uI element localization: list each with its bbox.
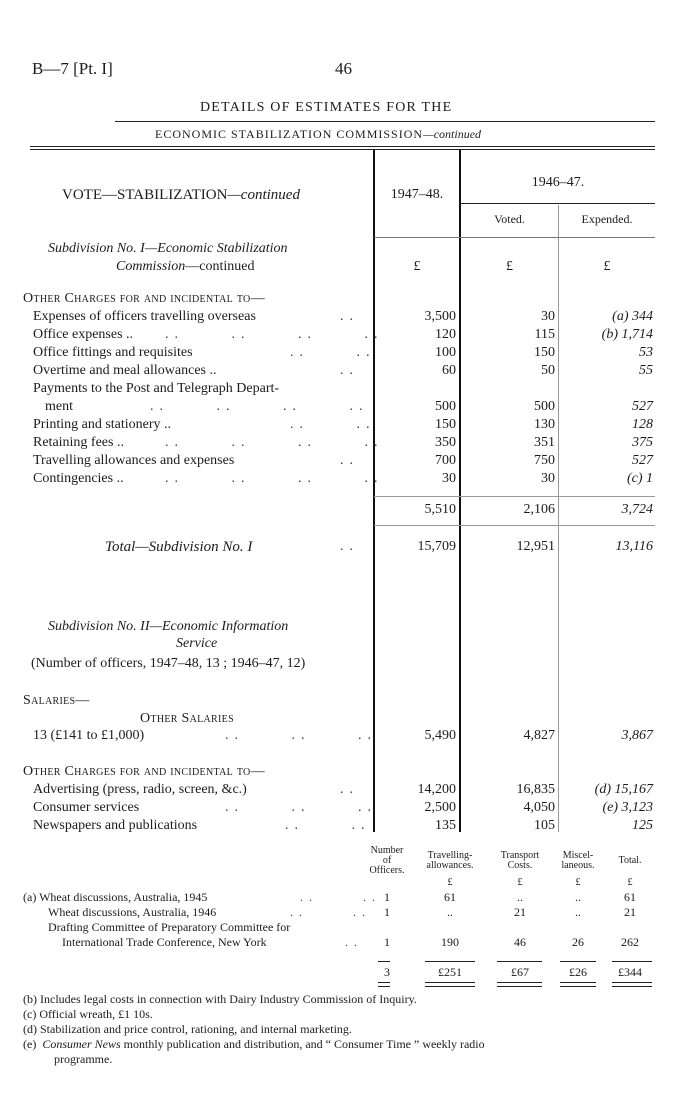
amount-1947: 100 — [435, 345, 456, 360]
amount-1947: 30 — [442, 471, 456, 486]
title-rule — [115, 121, 655, 122]
leader-dots: .. .. .. .. — [150, 399, 369, 414]
leader-dots: .. .. — [290, 345, 376, 360]
ft-row-label: (a) Wheat discussions, Australia, 1945 — [23, 890, 208, 904]
ft-double-rule — [612, 982, 652, 987]
leader-dots: .. .. .. .. — [165, 471, 384, 486]
subtitle-rule-2 — [30, 149, 655, 150]
amount-expended: (b) 1,714 — [601, 327, 653, 342]
ft-officers: 1 — [384, 905, 390, 919]
ft-total-officers: 3 — [384, 965, 390, 979]
page-title: DETAILS OF ESTIMATES FOR THE — [200, 100, 453, 115]
ft-double-rule — [497, 982, 542, 987]
amount-1947: 120 — [435, 327, 456, 342]
salary-row-label: 13 (£141 to £1,000) — [33, 728, 145, 743]
ft-double-rule — [425, 982, 475, 987]
page-subtitle: ECONOMIC STABILIZATION COMMISSION—continued — [155, 127, 482, 141]
amount-expended: (a) 344 — [612, 309, 653, 324]
amount-voted: 30 — [541, 471, 555, 486]
amount-expended: 375 — [632, 435, 653, 450]
subtotal-rule — [374, 496, 655, 497]
ft-double-rule — [378, 982, 390, 987]
leader-dots: .. — [340, 363, 359, 378]
line-item-label: Newspapers and publications — [33, 818, 198, 833]
amount-voted: 115 — [534, 327, 555, 342]
salary-1947: 5,490 — [424, 728, 456, 743]
ft-total: 262 — [621, 935, 639, 949]
amount-expended: 527 — [632, 399, 653, 414]
ft-currency-transport: £ — [517, 877, 523, 888]
ft-header-transport: Transport Costs. — [500, 850, 540, 871]
leader-dots: .. — [345, 935, 363, 949]
line-item-label: Office expenses .. — [33, 327, 134, 342]
ft-travelling: 190 — [441, 935, 459, 949]
ft-rule — [612, 961, 652, 962]
amount-1947: 500 — [435, 399, 456, 414]
line-item-label: Consumer services — [33, 800, 140, 815]
leader-dots: .. .. .. — [225, 800, 377, 815]
ft-double-rule — [560, 982, 596, 987]
line-item-label: Office fittings and requisites — [33, 345, 193, 360]
total-subdivision-label: Total—Subdivision No. I — [105, 539, 253, 555]
col-header-1946: 1946–47. — [531, 175, 585, 190]
leader-dots: .. — [340, 309, 359, 324]
ft-rule — [378, 961, 390, 962]
currency-voted: £ — [506, 259, 513, 274]
amount-1947: 3,500 — [424, 309, 456, 324]
leader-dots: .. .. — [300, 890, 381, 904]
leader-dots: .. .. .. — [225, 728, 377, 743]
ft-officers: 1 — [384, 890, 390, 904]
footnote-d: (d) Stabilization and price control, rationing, and internal marketing. — [23, 1022, 352, 1036]
footnote-b: (b) Includes legal costs in connection with Dairy Industry Commission of Inquiry. — [23, 992, 417, 1006]
ft-rule — [497, 961, 542, 962]
line-item-label: Travelling allowances and expenses — [33, 453, 235, 468]
salaries-heading: Salaries— — [23, 693, 90, 708]
ft-total: 21 — [624, 905, 636, 919]
currency-1947: £ — [413, 259, 421, 274]
ft-total-misc: £26 — [569, 965, 587, 979]
subtotal-1947: 5,510 — [424, 502, 456, 517]
amount-expended: 53 — [639, 345, 653, 360]
footnote-e: (e) Consumer News monthly publication and distribution, and “ Consumer Time ” weekly radio — [23, 1037, 485, 1051]
amount-voted: 16,835 — [516, 782, 555, 797]
ft-total-transport: £67 — [511, 965, 529, 979]
leader-dots: .. — [340, 453, 359, 468]
ft-header-total: Total. — [618, 855, 642, 866]
amount-voted: 105 — [534, 818, 555, 833]
amount-voted: 750 — [534, 453, 555, 468]
amount-voted: 30 — [541, 309, 555, 324]
total-1947: 15,709 — [417, 539, 456, 554]
ft-misc: .. — [575, 890, 581, 904]
ft-row-label: Drafting Committee of Preparatory Committee for — [48, 920, 291, 934]
col-header-voted: Voted. — [494, 212, 525, 226]
line-item-label: Advertising (press, radio, screen, &c.) — [33, 782, 247, 797]
amount-expended: 125 — [632, 818, 653, 833]
ft-rule — [425, 961, 475, 962]
ft-officers: 1 — [384, 935, 390, 949]
subtotal-expended: 3,724 — [621, 502, 653, 517]
line-item-label: ment — [45, 399, 73, 414]
amount-voted: 130 — [534, 417, 555, 432]
year-header-rule — [460, 203, 655, 204]
ft-transport: 21 — [514, 905, 526, 919]
amount-expended: (e) 3,123 — [602, 800, 653, 815]
line-item-label: Payments to the Post and Telegraph Depart- — [33, 381, 280, 396]
salary-expended: 3,867 — [621, 728, 653, 743]
amount-expended: 55 — [639, 363, 653, 378]
col-header-expended: Expended. — [581, 212, 633, 226]
amount-expended: 128 — [632, 417, 653, 432]
total-rule — [374, 525, 655, 526]
amount-1947: 14,200 — [417, 782, 456, 797]
total-expended: 13,116 — [615, 539, 653, 554]
leader-dots: .. .. — [285, 818, 371, 833]
amount-1947: 150 — [435, 417, 456, 432]
subdiv1-heading-line1: Subdivision No. I—Economic Stabilization — [48, 241, 288, 256]
footnote-e-line2: programme. — [54, 1052, 113, 1066]
amount-1947: 2,500 — [424, 800, 456, 815]
ft-transport: .. — [517, 890, 523, 904]
col-header-1947: 1947–48. — [390, 187, 444, 202]
amount-expended: 527 — [632, 453, 653, 468]
amount-voted: 50 — [541, 363, 555, 378]
line-item-label: Contingencies .. — [33, 471, 124, 486]
line-item-label: Expenses of officers travelling overseas — [33, 309, 256, 324]
ft-header-officers: Number of Officers. — [369, 845, 405, 876]
amount-voted: 4,050 — [523, 800, 555, 815]
salary-voted: 4,827 — [523, 728, 555, 743]
subdiv1-heading-line2: Commission—continued — [116, 259, 255, 274]
amount-1947: 700 — [435, 453, 456, 468]
subtitle-rule-1 — [30, 146, 655, 147]
subtotal-voted: 2,106 — [523, 502, 555, 517]
leader-dots: .. — [340, 539, 359, 554]
ft-misc: .. — [575, 905, 581, 919]
other-charges-heading: Other Charges for and incidental to— — [23, 291, 265, 306]
currency-expended: £ — [603, 259, 611, 274]
document-reference: B—7 [Pt. I] — [32, 59, 113, 78]
subdiv2-heading-line1: Subdivision No. II—Economic Information — [48, 619, 289, 634]
amount-1947: 135 — [435, 818, 456, 833]
ft-row-label: International Trade Conference, New York — [62, 935, 267, 949]
ft-header-travelling: Travelling- allowances. — [426, 850, 474, 871]
amount-voted: 500 — [534, 399, 555, 414]
footnote-c: (c) Official wreath, £1 10s. — [23, 1007, 153, 1021]
leader-dots: .. — [340, 782, 359, 797]
leader-dots: .. .. — [290, 905, 371, 919]
ft-travelling: .. — [447, 905, 453, 919]
amount-1947: 60 — [442, 363, 456, 378]
amount-1947: 350 — [435, 435, 456, 450]
ft-transport: 46 — [514, 935, 526, 949]
ft-rule — [560, 961, 596, 962]
leader-dots: .. .. — [290, 417, 376, 432]
other-salaries-heading: Other Salaries — [140, 711, 234, 726]
ft-total: 61 — [624, 890, 636, 904]
other-charges-heading-2: Other Charges for and incidental to— — [23, 764, 265, 779]
ft-total-total: £344 — [618, 965, 642, 979]
ft-travelling: 61 — [444, 890, 456, 904]
line-item-label: Printing and stationery .. — [33, 417, 172, 432]
amount-voted: 150 — [534, 345, 555, 360]
line-item-label: Overtime and meal allowances .. — [33, 363, 217, 378]
leader-dots: .. .. .. .. — [165, 435, 384, 450]
ft-currency-misc: £ — [575, 877, 581, 888]
amount-voted: 351 — [534, 435, 555, 450]
ft-total-travelling: £251 — [438, 965, 462, 979]
subdiv2-heading-line2: Service — [176, 636, 218, 651]
ft-header-misc: Miscel- laneous. — [561, 850, 595, 871]
total-voted: 12,951 — [516, 539, 555, 554]
ft-currency-travelling: £ — [447, 877, 453, 888]
ft-row-label: Wheat discussions, Australia, 1946 — [48, 905, 217, 919]
vote-heading: VOTE—STABILIZATION—continued — [62, 187, 300, 203]
amount-expended: (d) 15,167 — [594, 782, 653, 797]
column-header-rule — [374, 237, 655, 238]
officers-note: (Number of officers, 1947–48, 13 ; 1946–47, 12) — [31, 656, 306, 671]
leader-dots: .. .. .. .. — [165, 327, 384, 342]
amount-expended: (c) 1 — [626, 471, 653, 486]
page-number: 46 — [335, 59, 352, 78]
ft-misc: 26 — [572, 935, 584, 949]
line-item-label: Retaining fees .. — [33, 435, 124, 450]
ft-currency-total: £ — [627, 877, 633, 888]
